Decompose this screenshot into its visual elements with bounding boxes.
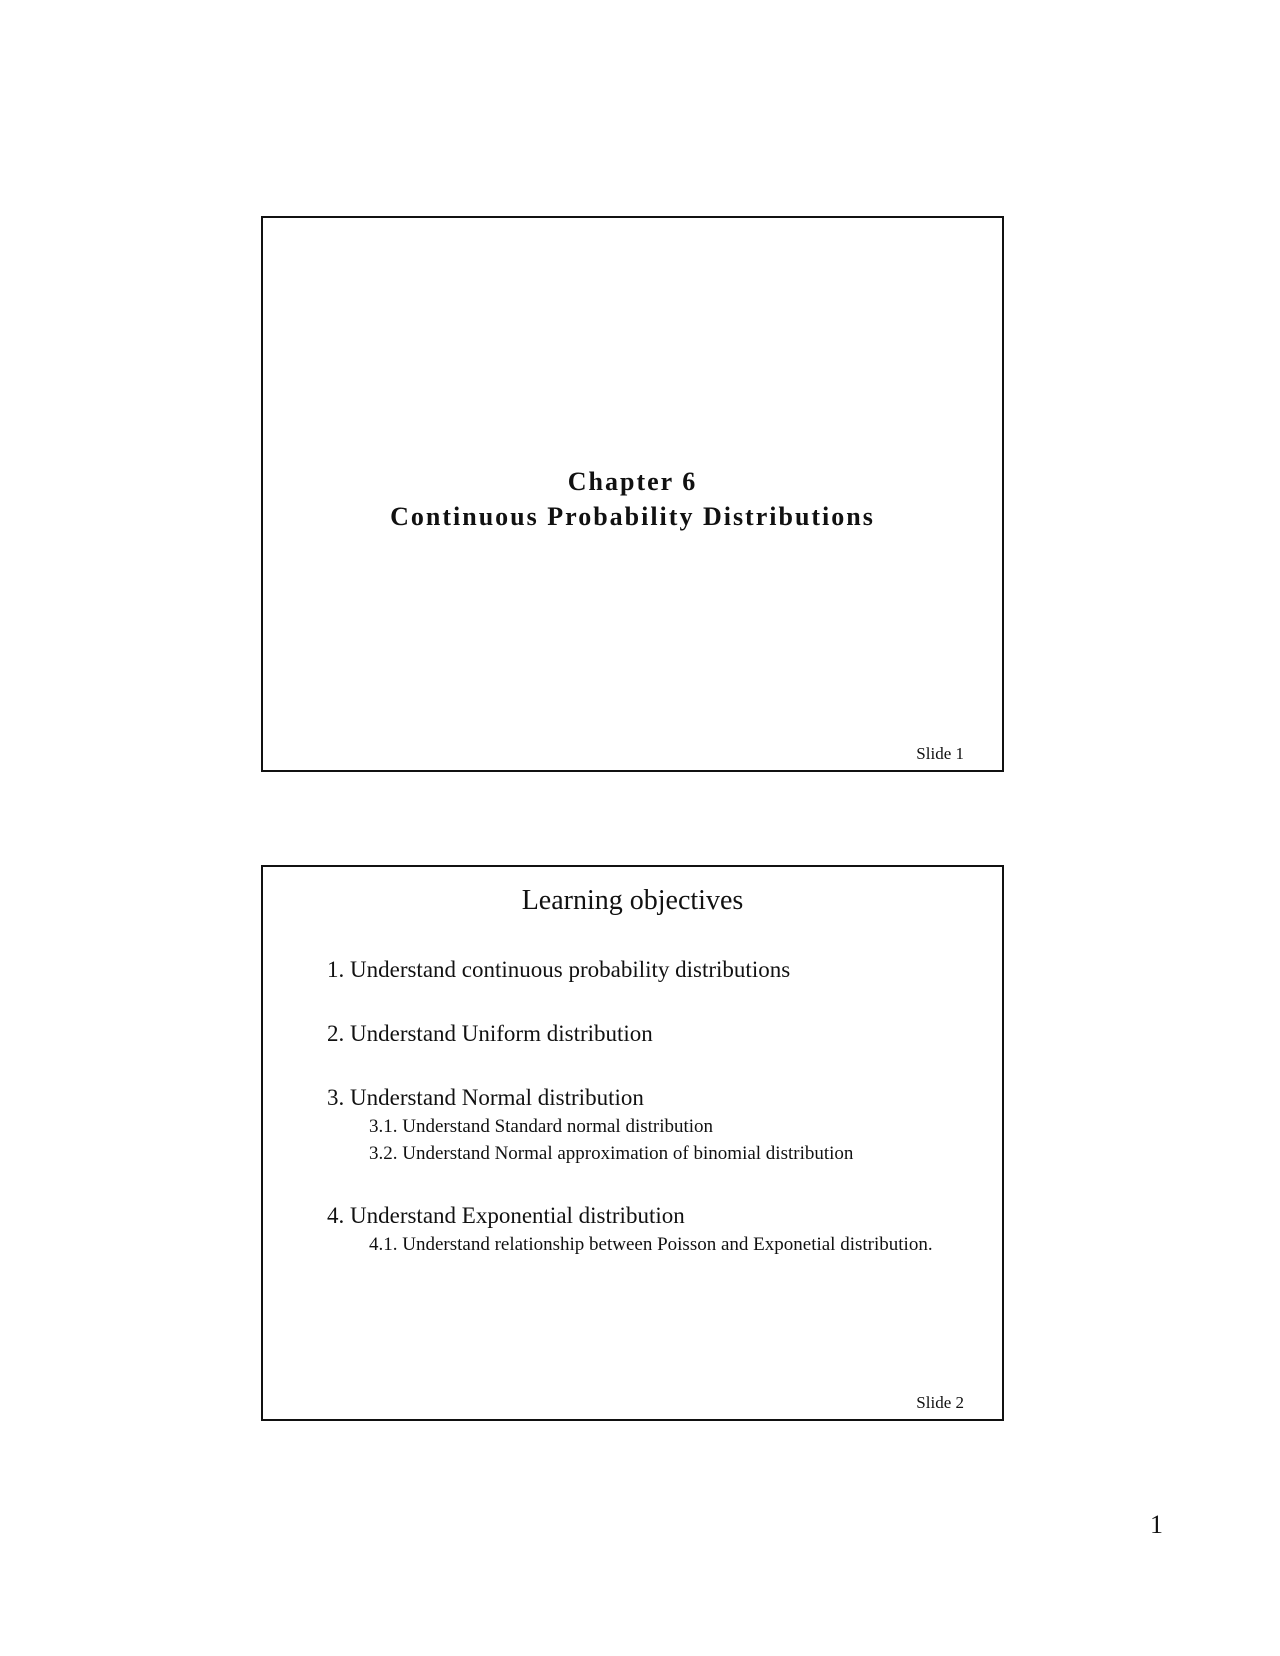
slide-1 bbox=[261, 216, 1004, 772]
slide-2 bbox=[261, 865, 1004, 1421]
sub-objective: 4.1. Understand relationship between Poisson and Exponetial distribution. bbox=[369, 1234, 933, 1255]
objective-item bbox=[327, 1203, 972, 1256]
objective-item bbox=[327, 1021, 972, 1047]
objective-text: 1. Understand continuous probability distributions bbox=[327, 957, 791, 982]
slide-title bbox=[263, 464, 1002, 534]
page-number: 1 bbox=[1150, 1510, 1163, 1539]
objective-item bbox=[327, 957, 972, 983]
chapter-title: Continuous Probability Distributions bbox=[390, 502, 875, 531]
slide-number: Slide 1 bbox=[916, 744, 964, 763]
slide-heading: Learning objectives bbox=[521, 885, 744, 916]
slide-number: Slide 2 bbox=[916, 1393, 964, 1412]
objectives-list bbox=[327, 957, 972, 1256]
objective-text: 4. Understand Exponential distribution bbox=[327, 1203, 685, 1228]
objective-text: 3. Understand Normal distribution bbox=[327, 1085, 644, 1110]
sub-objective: 3.2. Understand Normal approximation of binomial distribution bbox=[369, 1143, 854, 1164]
chapter-label: Chapter 6 bbox=[567, 467, 698, 496]
sub-objective: 3.1. Understand Standard normal distribution bbox=[369, 1116, 714, 1137]
objective-text: 2. Understand Uniform distribution bbox=[327, 1021, 653, 1046]
objective-item bbox=[327, 1085, 972, 1165]
